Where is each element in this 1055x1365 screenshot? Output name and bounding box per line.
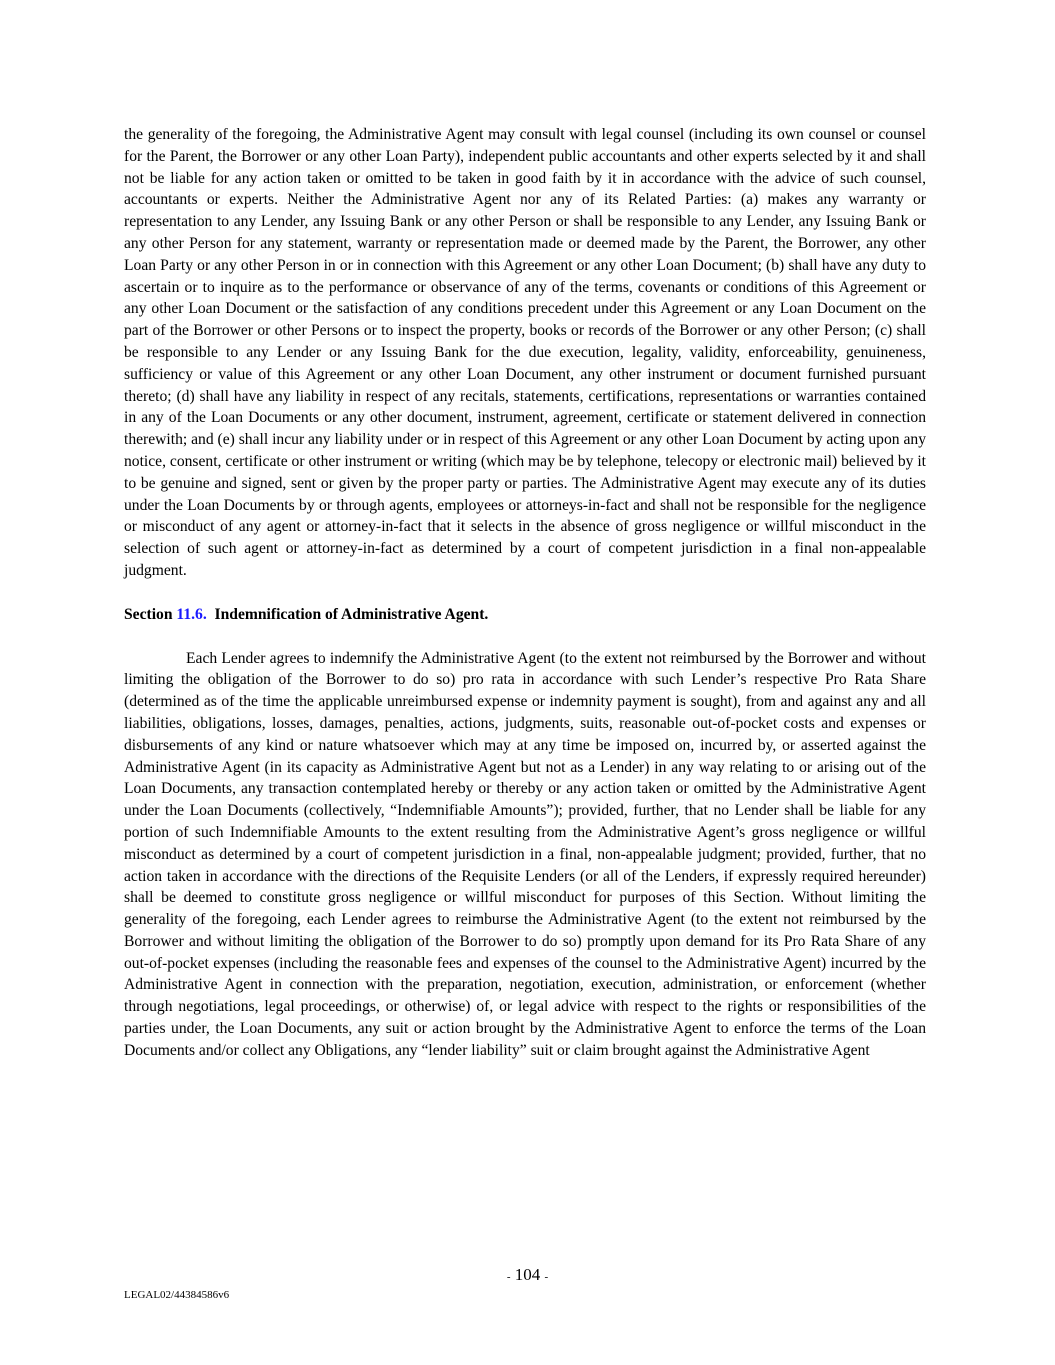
page-number-dash-left: - [506,1271,511,1283]
paragraph-continued: the generality of the foregoing, the Administrative Agent may consult with legal counsel (including its own counsel or counsel for the Parent, the Borrower or any other Loan Party), independent public accountants and other experts selected by it and shall not be liable for any action taken or omitted to be taken in good faith by it in accordance with the advice of such counsel, accountants or experts. Neither the Administrative Agent nor any of its Related Parties: (a) makes any warranty or representation to any Lender, any Issuing Bank or any other Person or shall be responsible to any Lender, any Issuing Bank or any other Person for any statement, warranty or representation made or deemed made by the Parent, the Borrower, any other Loan Party or any other Person in or in connection with this Agreement or any other Loan Document; (b) shall have any duty to ascertain or to inquire as to the performance or observance of any of the terms, covenants or conditions of this Agreement or any other Loan Document or the satisfaction of any conditions precedent under this Agreement or any Loan Document on the part of the Borrower or other Persons or to inspect the property, books or records of the Borrower or any other Person; (c) shall be responsible to any Lender or any Issuing Bank for the due execution, legality, validity, enforceability, genuineness, sufficiency or value of this Agreement or any other Loan Document, any other instrument or document furnished pursuant thereto; (d) shall have any liability in respect of any recitals, statements, certifications, representations or warranties contained in any of the Loan Documents or any other document, instrument, agreement, certificate or statement delivered in connection therewith; and (e) shall incur any liability under or in respect of this Agreement or any other Loan Document by acting upon any notice, consent, certificate or other instrument or writing (which may be by telephone, telecopy or electronic mail) believed by it to be genuine and signed, sent or given by the proper party or parties. The Administrative Agent may execute any of its duties under the Loan Documents by or through agents, employees or attorneys-in-fact and shall not be responsible for the negligence or misconduct of any agent or attorney-in-fact that it selects in the absence of gross negligence or willful misconduct in the selection of such agent or attorney-in-fact as determined by a court of competent jurisdiction in a final non-appealable judgment. [124,126,926,579]
section-number-link[interactable]: 11.6. [176,605,207,623]
document-page [124,124,926,1062]
page-number-value: 104 [514,1265,541,1284]
section-prefix: Section [124,605,173,623]
document-id: LEGAL02/44384586v6 [124,1289,230,1301]
page-number-dash-right: - [544,1271,549,1283]
paragraph-indemnification: Each Lender agrees to indemnify the Administrative Agent (to the extent not reimbursed by the Borrower and without limiting the obligation of the Borrower to do so) pro rata in accordance with such Lender’s respective Pro Rata Share (determined as of the time the applicable unreimbursed expense or indemnity payment is sought), from and against any and all liabilities, obligations, losses, damages, penalties, actions, judgments, suits, reasonable out-of-pocket costs and expenses or disbursements of any kind or nature whatsoever which may at any time be imposed on, incurred by, or asserted against the Administrative Agent (in its capacity as Administrative Agent but not as a Lender) in any way relating to or arising out of the Loan Documents, any transaction contemplated hereby or thereby or any action taken or omitted by the Administrative Agent under the Loan Documents (collectively, “Indemnifiable Amounts”); provided, further, that no Lender shall be liable for any portion of such Indemnifiable Amounts to the extent resulting from the Administrative Agent’s gross negligence or willful misconduct as determined by a court of competent jurisdiction in a final, non-appealable judgment; provided, further, that no action taken in accordance with the directions of the Requisite Lenders (or all of the Lenders, if expressly required hereunder) shall be deemed to constitute gross negligence or willful misconduct for purposes of this Section. Without limiting the generality of the foregoing, each Lender agrees to reimburse the Administrative Agent (to the extent not reimbursed by the Borrower and without limiting the obligation of the Borrower to do so) promptly upon demand for its Pro Rata Share of any out-of-pocket expenses (including the reasonable fees and expenses of the counsel to the Administrative Agent) incurred by the Administrative Agent in connection with the preparation, negotiation, execution, administration, or enforcement (whether through negotiations, legal proceedings, or otherwise) of, or legal advice with respect to the rights or responsibilities of the parties under, the Loan Documents, any suit or action brought by the Administrative Agent to enforce the terms of the Loan Documents and/or collect any Obligations, any “lender liability” suit or claim brought against the Administrative Agent [124,649,926,1059]
page-number [0,1265,1055,1285]
section-heading [124,604,926,626]
section-title: Indemnification of Administrative Agent. [214,605,489,623]
